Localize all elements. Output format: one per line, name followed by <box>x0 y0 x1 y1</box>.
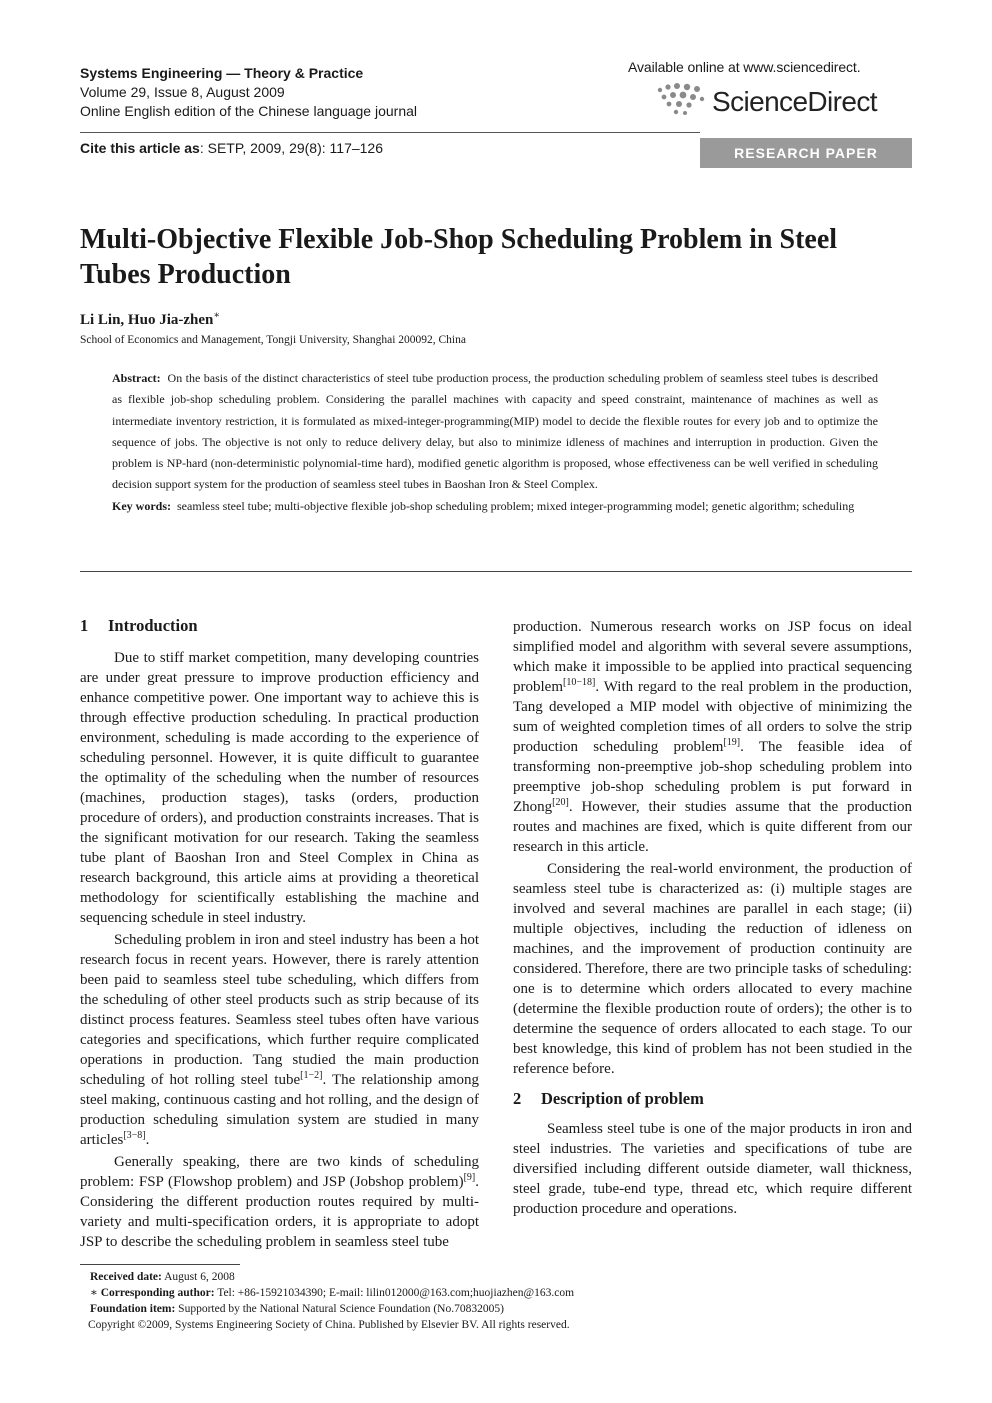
journal-edition: Online English edition of the Chinese language journal <box>80 103 418 119</box>
copyright: Copyright ©2009, Systems Engineering Society of China. Published by Elsevier BV. All rights reserved. <box>88 1319 570 1331</box>
received-label: Received date: <box>90 1271 162 1283</box>
corresponding-mark: ∗ <box>90 1287 98 1299</box>
affiliation: School of Economics and Management, Tongji University, Shanghai 200092, China <box>80 334 466 346</box>
citation-link[interactable]: [1−2] <box>300 1070 323 1081</box>
corresponding-author <box>90 1285 574 1301</box>
available-online: Available online at www.sciencedirect. <box>628 59 861 75</box>
research-paper-badge: RESEARCH PAPER <box>700 138 912 168</box>
foundation-item <box>90 1301 574 1317</box>
section-title: Description of problem <box>541 1089 704 1108</box>
corresponding-value: Tel: +86-15921034390; E-mail: lilin012000@163.com;huojiazhen@163.com <box>217 1287 575 1299</box>
text-run: Generally speaking, there are two kinds of scheduling problem: FSP (Flowshop problem) and JSP (Jobshop problem) <box>80 1154 479 1190</box>
text-run: . The relationship among steel making, continuous casting and hot rolling, and the design of production scheduling simulation system are studied in many articles <box>80 1072 479 1148</box>
author-names: Li Lin, Huo Jia-zhen <box>80 312 214 328</box>
cite-line <box>80 140 383 156</box>
citation-link[interactable]: [3−8] <box>123 1130 146 1141</box>
abstract <box>112 368 878 517</box>
journal-volume: Volume 29, Issue 8, August 2009 <box>80 84 285 100</box>
abstract-rule <box>80 571 912 572</box>
authors <box>80 310 220 329</box>
journal-info <box>80 64 417 121</box>
abstract-label: Abstract: <box>112 371 161 385</box>
keywords-text: seamless steel tube; multi-objective flexible job-shop scheduling problem; mixed integer-programming model; genetic algorithm; scheduling <box>177 498 855 513</box>
paragraph: Considering the real-world environment, the production of seamless steel tube is characterized as: (i) multiple stages are involved and several machines are parallel in each stage; (ii) multiple objectives, including the reduction of idleness on machines, and the improvement of production continuity are considered. Therefore, there are two principle tasks of scheduling: one is to determine which orders allocated to every machine (determine the flexible production route of orders); the other is to determine the sequence of orders allocated to each stage. To our best knowledge, this kind of problem has not been studied in the reference before. <box>513 861 912 1077</box>
corresponding-label: Corresponding author: <box>100 1287 215 1299</box>
sciencedirect-wordmark: ScienceDirect <box>712 86 877 117</box>
journal-name: Systems Engineering — Theory & Practice <box>80 65 364 81</box>
article-title: Multi-Objective Flexible Job-Shop Scheduling Problem in Steel Tubes Production <box>80 224 838 290</box>
received-date <box>90 1269 574 1285</box>
section-number: 1 <box>80 616 89 635</box>
footnote-rule <box>80 1264 240 1265</box>
section-heading-description <box>513 1089 912 1109</box>
cite-value: : SETP, 2009, 29(8): 117–126 <box>199 140 383 156</box>
text-run: . With regard to the real problem in the production, Tang developed a MIP model with objective of minimizing the sum of weighted completion times of all orders to solve the strip production scheduling problem <box>513 679 912 755</box>
text-run: . However, their studies assume that the production routes and machines are fixed, which is quite different from our research in this article. <box>513 799 912 855</box>
citation-link[interactable]: [20] <box>552 797 569 808</box>
citation-link[interactable]: [10−18] <box>563 677 596 688</box>
keywords-label: Key words: <box>112 498 171 513</box>
right-column <box>513 617 912 1219</box>
text-run: . Considering the different production routes required by multi-variety and multi-specification orders, it is appropriate to adopt JSP to describe the scheduling problem in seamless steel tube <box>80 1174 479 1250</box>
foundation-value: Supported by the National Natural Science Foundation (No.70832005) <box>178 1303 504 1315</box>
section-title: Introduction <box>108 616 198 635</box>
abstract-text: On the basis of the distinct characteristics of steel tube production process, the production scheduling problem of seamless steel tubes is described as flexible job-shop scheduling problem. Considering the parallel machines with capacity and speed constraint, maintenance of machines as well as intermediate inventory restriction, it is formulated as mixed-integer-programming(MIP) model to decide the flexible routes for every job and to optimize the sequence of jobs. The objective is not only to reduce delivery delay, but also to minimize idleness of machines and interruption in production. Given the problem is NP-hard (non-deterministic polynomial-time hard), modified genetic algorithm is proposed, whose effectiveness can be well verified in scheduling decision support system for the production of seamless steel tubes in Baoshan Iron & Steel Complex. <box>112 371 878 492</box>
cite-label: Cite this article as <box>80 140 200 156</box>
text-run: production. Numerous research works on JSP focus on ideal simplified model and algorithm with several severe assumptions, which make it impossible to be applied into practical sequencing problem <box>513 619 912 695</box>
footnotes <box>90 1269 574 1333</box>
paragraph <box>80 930 479 1150</box>
paragraph <box>80 1152 479 1252</box>
section-heading-introduction <box>80 616 479 636</box>
received-value: August 6, 2008 <box>164 1271 235 1283</box>
corresponding-mark: ∗ <box>213 310 221 321</box>
paragraph: Seamless steel tube is one of the major products in iron and steel industries. The varieties and specifications of tube are diversified including different outside diameter, wall thickness, steel grade, tube-end type, thread etc, which require different production procedure and operations. <box>513 1121 912 1217</box>
paragraph-continued <box>513 617 912 857</box>
left-column <box>80 616 479 1252</box>
foundation-label: Foundation item: <box>90 1303 176 1315</box>
text-run: . The feasible idea of transforming non-preemptive job-shop scheduling problem into preemptive job-shop scheduling problem is put forward in Zhong <box>513 739 913 815</box>
text-run: Scheduling problem in iron and steel industry has been a hot research focus in recent years. However, there is rarely attention been paid to seamless steel tube scheduling, which differs from the scheduling of other steel products such as strip because of its distinct process features. Seamless steel tubes often have various categories and specifications, which further require complicated operations in production. Tang studied the main production scheduling of hot rolling steel tube <box>80 932 479 1088</box>
text-run: . <box>145 1132 150 1148</box>
citation-link[interactable]: [9] <box>463 1172 476 1183</box>
section-number: 2 <box>513 1089 522 1108</box>
paragraph: Due to stiff market competition, many developing countries are under great pressure to improve production efficiency and enhance competitive power. One important way to achieve this is through effective production scheduling. In practical production environment, scheduling is made according to the experience of scheduling personnel. However, it is quite difficult to guarantee the optimality of the scheduling when the number of resources (machines, production stages), tasks (orders, production procedure of orders), and production constraints increases. That is the significant motivation for our research. Taking the seamless tube plant of Baoshan Iron and Steel Complex in China as research background, this article aims at providing a theoretical methodology for scientifically establishing the machine and sequencing schedule in steel industry. <box>80 650 479 926</box>
header-rule <box>80 132 700 133</box>
abstract-paragraph <box>112 368 878 496</box>
citation-link[interactable]: [19] <box>723 737 741 748</box>
keywords <box>112 496 878 517</box>
